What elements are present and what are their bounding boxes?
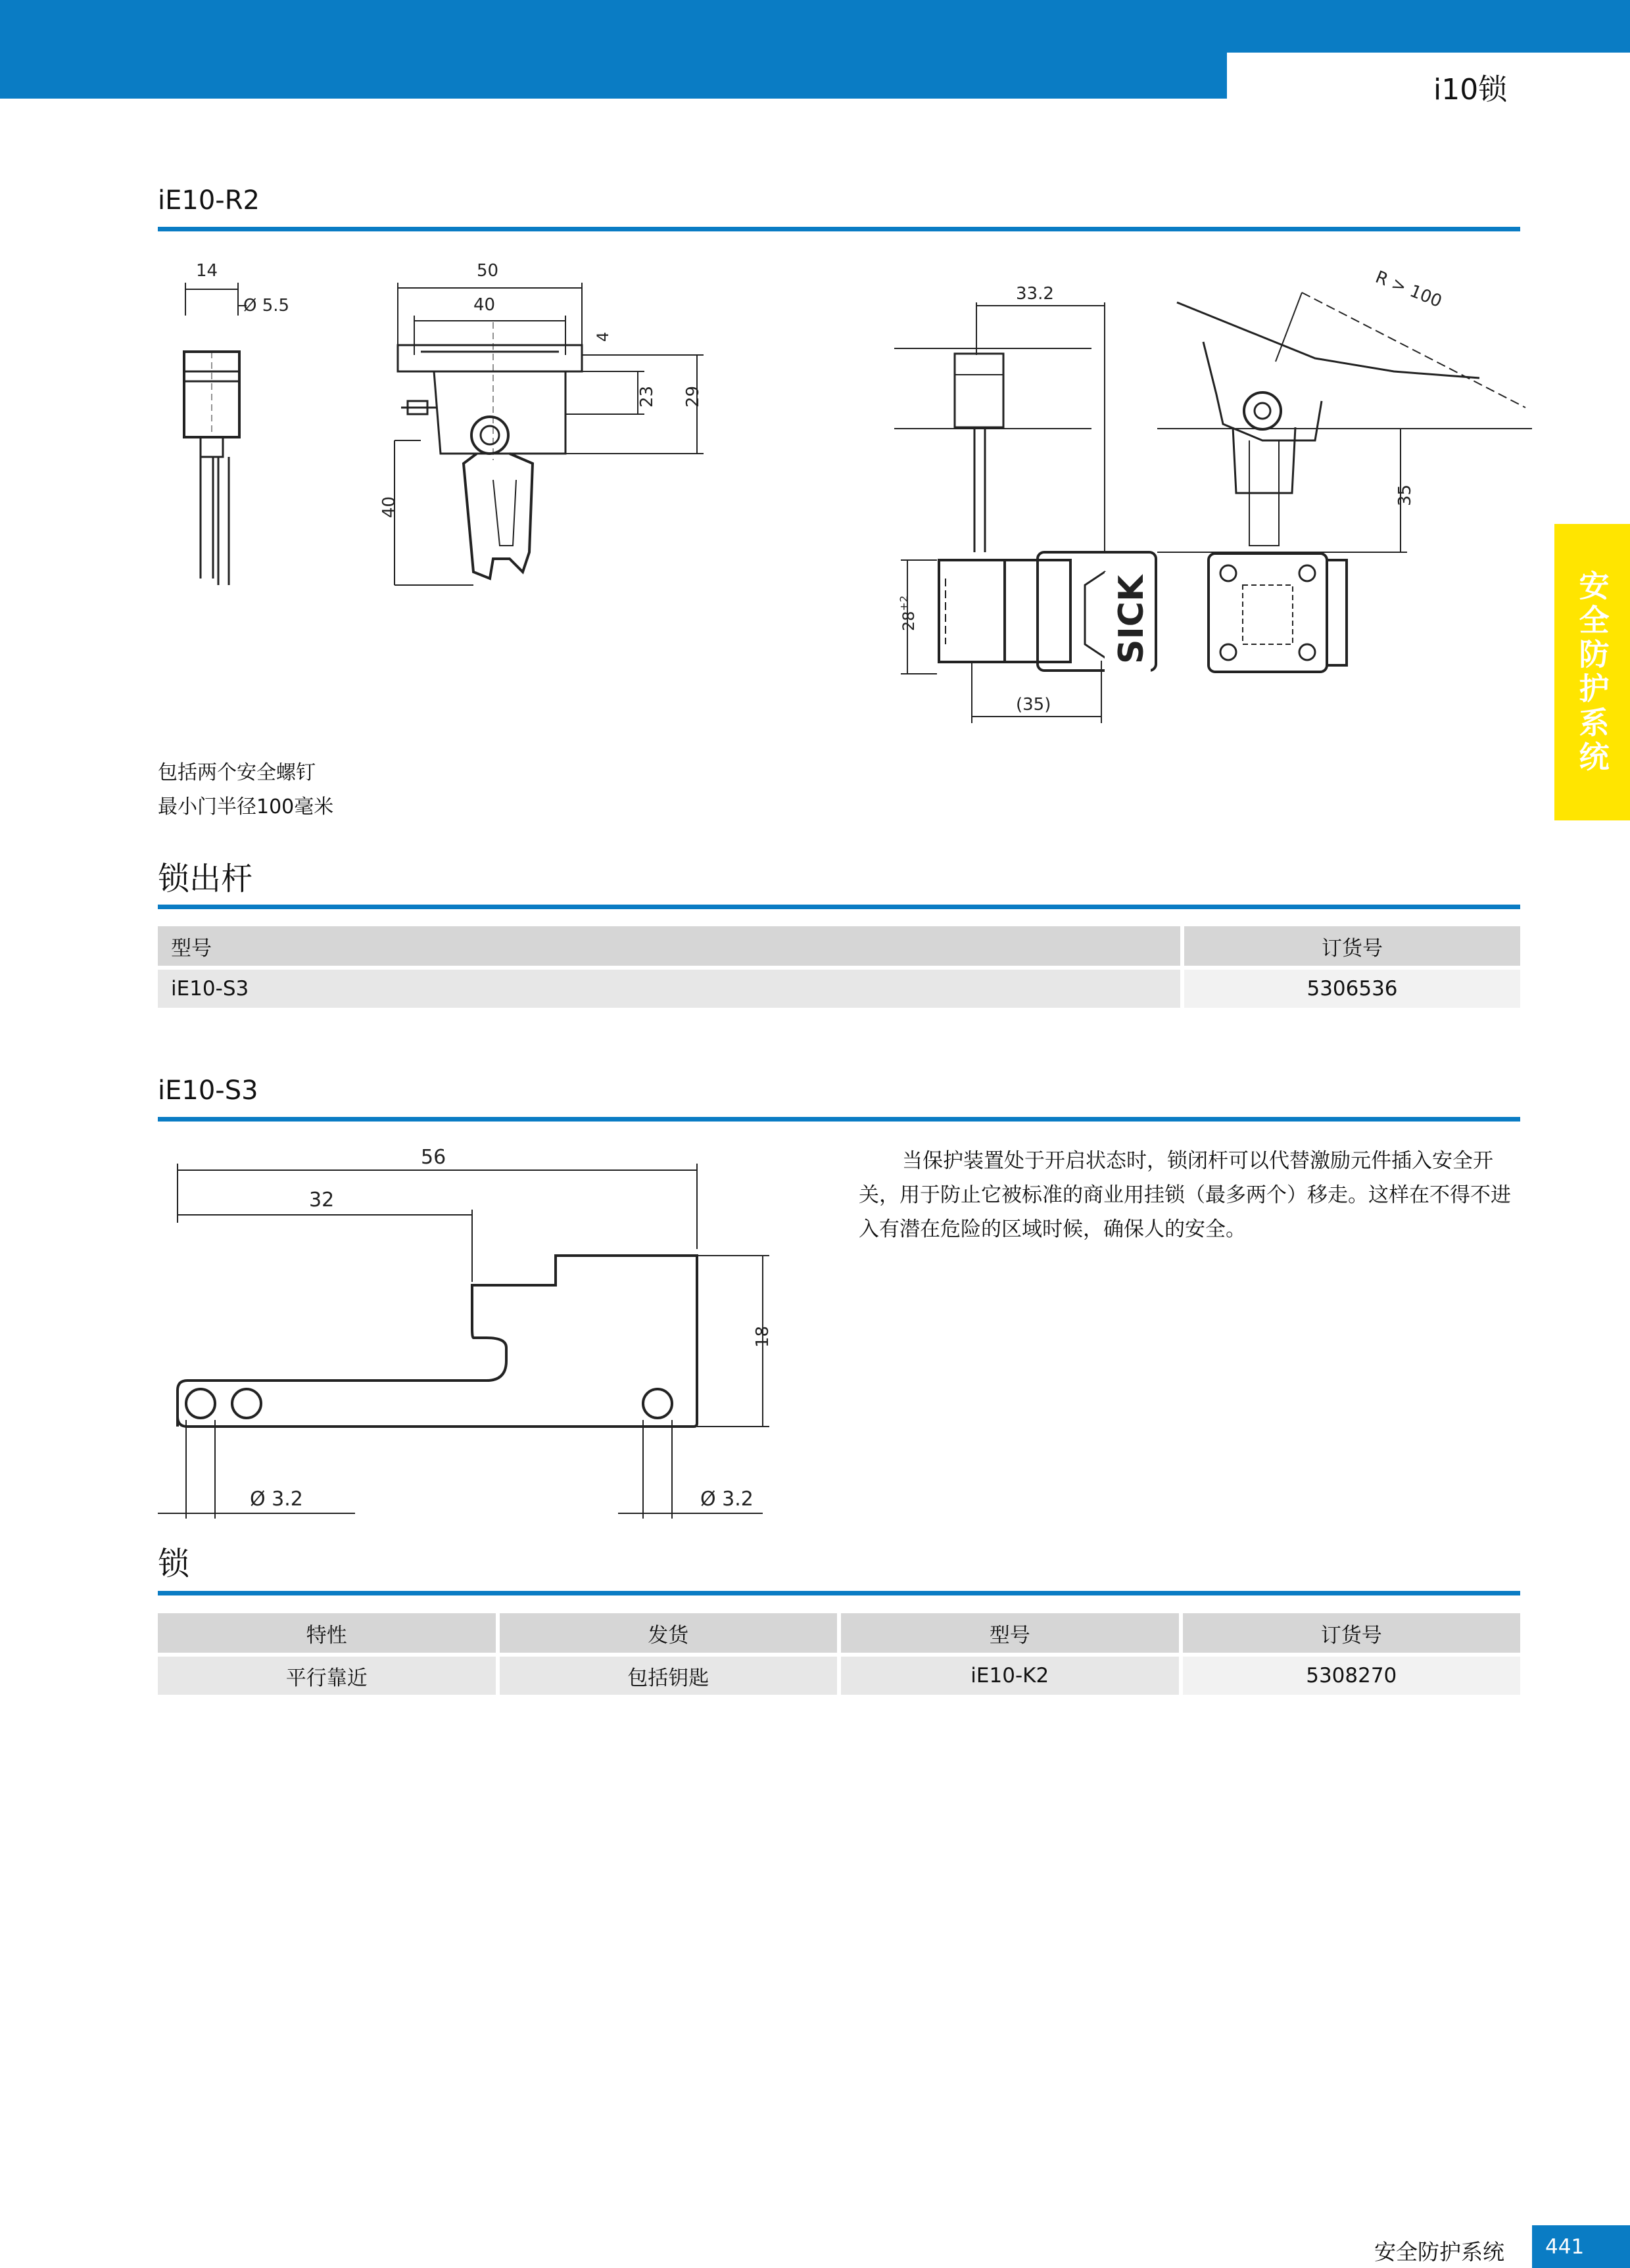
header-tab bbox=[1227, 53, 1630, 100]
table-header: 订货号 bbox=[1183, 1613, 1521, 1653]
table-header: 发货 bbox=[500, 1613, 838, 1653]
section-title-ie10-r2: iE10-R2 bbox=[158, 185, 260, 216]
side-tab bbox=[1554, 524, 1630, 820]
description-box bbox=[859, 1144, 1520, 1246]
section-title-lock-bar: 锁出杆 bbox=[158, 861, 253, 897]
note-2: 最小门半径100毫米 bbox=[158, 795, 334, 818]
page-number: 441 bbox=[1532, 2225, 1630, 2268]
description-paragraph: 当保护装置处于开启状态时，锁闭杆可以代替激励元件插入安全开关，用于防止它被标准的商业用挂锁（最多两个）移走。这样在不得不进入有潜在危险的区域时候，确保人的安全。 bbox=[859, 1149, 1511, 1241]
chapter-title: i10锁 bbox=[1433, 73, 1508, 106]
section-title-ie10-s3: iE10-S3 bbox=[158, 1075, 258, 1106]
footer-label: 安全防护系统 bbox=[1374, 2239, 1504, 2265]
dim-33-2: 33.2 bbox=[1016, 284, 1054, 304]
sick-logo: SICK bbox=[1112, 575, 1151, 664]
table-header: 订货号 bbox=[1184, 926, 1520, 966]
dim-d32-right: Ø 3.2 bbox=[700, 1488, 754, 1511]
table-row bbox=[158, 1657, 1520, 1695]
lock-bar-table bbox=[154, 922, 1524, 1012]
table-cell: 平行靠近 bbox=[158, 1657, 496, 1695]
table-header-row bbox=[158, 926, 1520, 966]
switch-assembly-view bbox=[894, 268, 1532, 723]
table-row bbox=[158, 970, 1520, 1008]
table-cell: iE10-S3 bbox=[158, 970, 1180, 1008]
table-header: 型号 bbox=[841, 1613, 1179, 1653]
section-rule bbox=[158, 1591, 1520, 1595]
actuator-side-view bbox=[184, 261, 289, 585]
dim-d55: Ø 5.5 bbox=[243, 296, 290, 316]
table-header: 特性 bbox=[158, 1613, 496, 1653]
table-header-row bbox=[158, 1613, 1520, 1653]
dim-d32-left: Ø 3.2 bbox=[250, 1488, 303, 1511]
dim-4: 4 bbox=[594, 331, 612, 342]
lock-table bbox=[154, 1609, 1524, 1699]
dim-18: 18 bbox=[753, 1325, 773, 1348]
note-1: 包括两个安全螺钉 bbox=[158, 761, 316, 784]
table-cell: iE10-K2 bbox=[841, 1657, 1179, 1695]
section-rule bbox=[158, 905, 1520, 909]
table-cell: 5308270 bbox=[1183, 1657, 1521, 1695]
dim-23: 23 bbox=[637, 385, 657, 408]
dim-32: 32 bbox=[309, 1189, 335, 1212]
dim-40: 40 bbox=[473, 295, 496, 315]
dim-35-paren: (35) bbox=[1016, 695, 1051, 715]
section-rule bbox=[158, 1117, 1520, 1122]
dim-29: 29 bbox=[683, 385, 703, 408]
ie10-s3-drawing bbox=[158, 1137, 815, 1525]
actuator-front-view bbox=[379, 261, 704, 585]
table-cell: 5306536 bbox=[1184, 970, 1520, 1008]
dim-v35: 35 bbox=[1395, 484, 1415, 506]
dim-v40: 40 bbox=[379, 496, 399, 518]
ie10-r2-drawing bbox=[145, 243, 1532, 743]
dim-50: 50 bbox=[477, 261, 499, 281]
dim-14: 14 bbox=[196, 261, 218, 281]
table-header: 型号 bbox=[158, 926, 1180, 966]
table-cell: 包括钥匙 bbox=[500, 1657, 838, 1695]
section-title-lock: 锁 bbox=[158, 1546, 190, 1582]
side-tab-label: 安全防护系统 bbox=[1574, 569, 1610, 775]
dim-28: $28^{+2}$ bbox=[898, 595, 918, 631]
dim-56: 56 bbox=[421, 1146, 446, 1169]
dim-r100: R > 100 bbox=[1372, 267, 1445, 312]
section-rule bbox=[158, 227, 1520, 231]
